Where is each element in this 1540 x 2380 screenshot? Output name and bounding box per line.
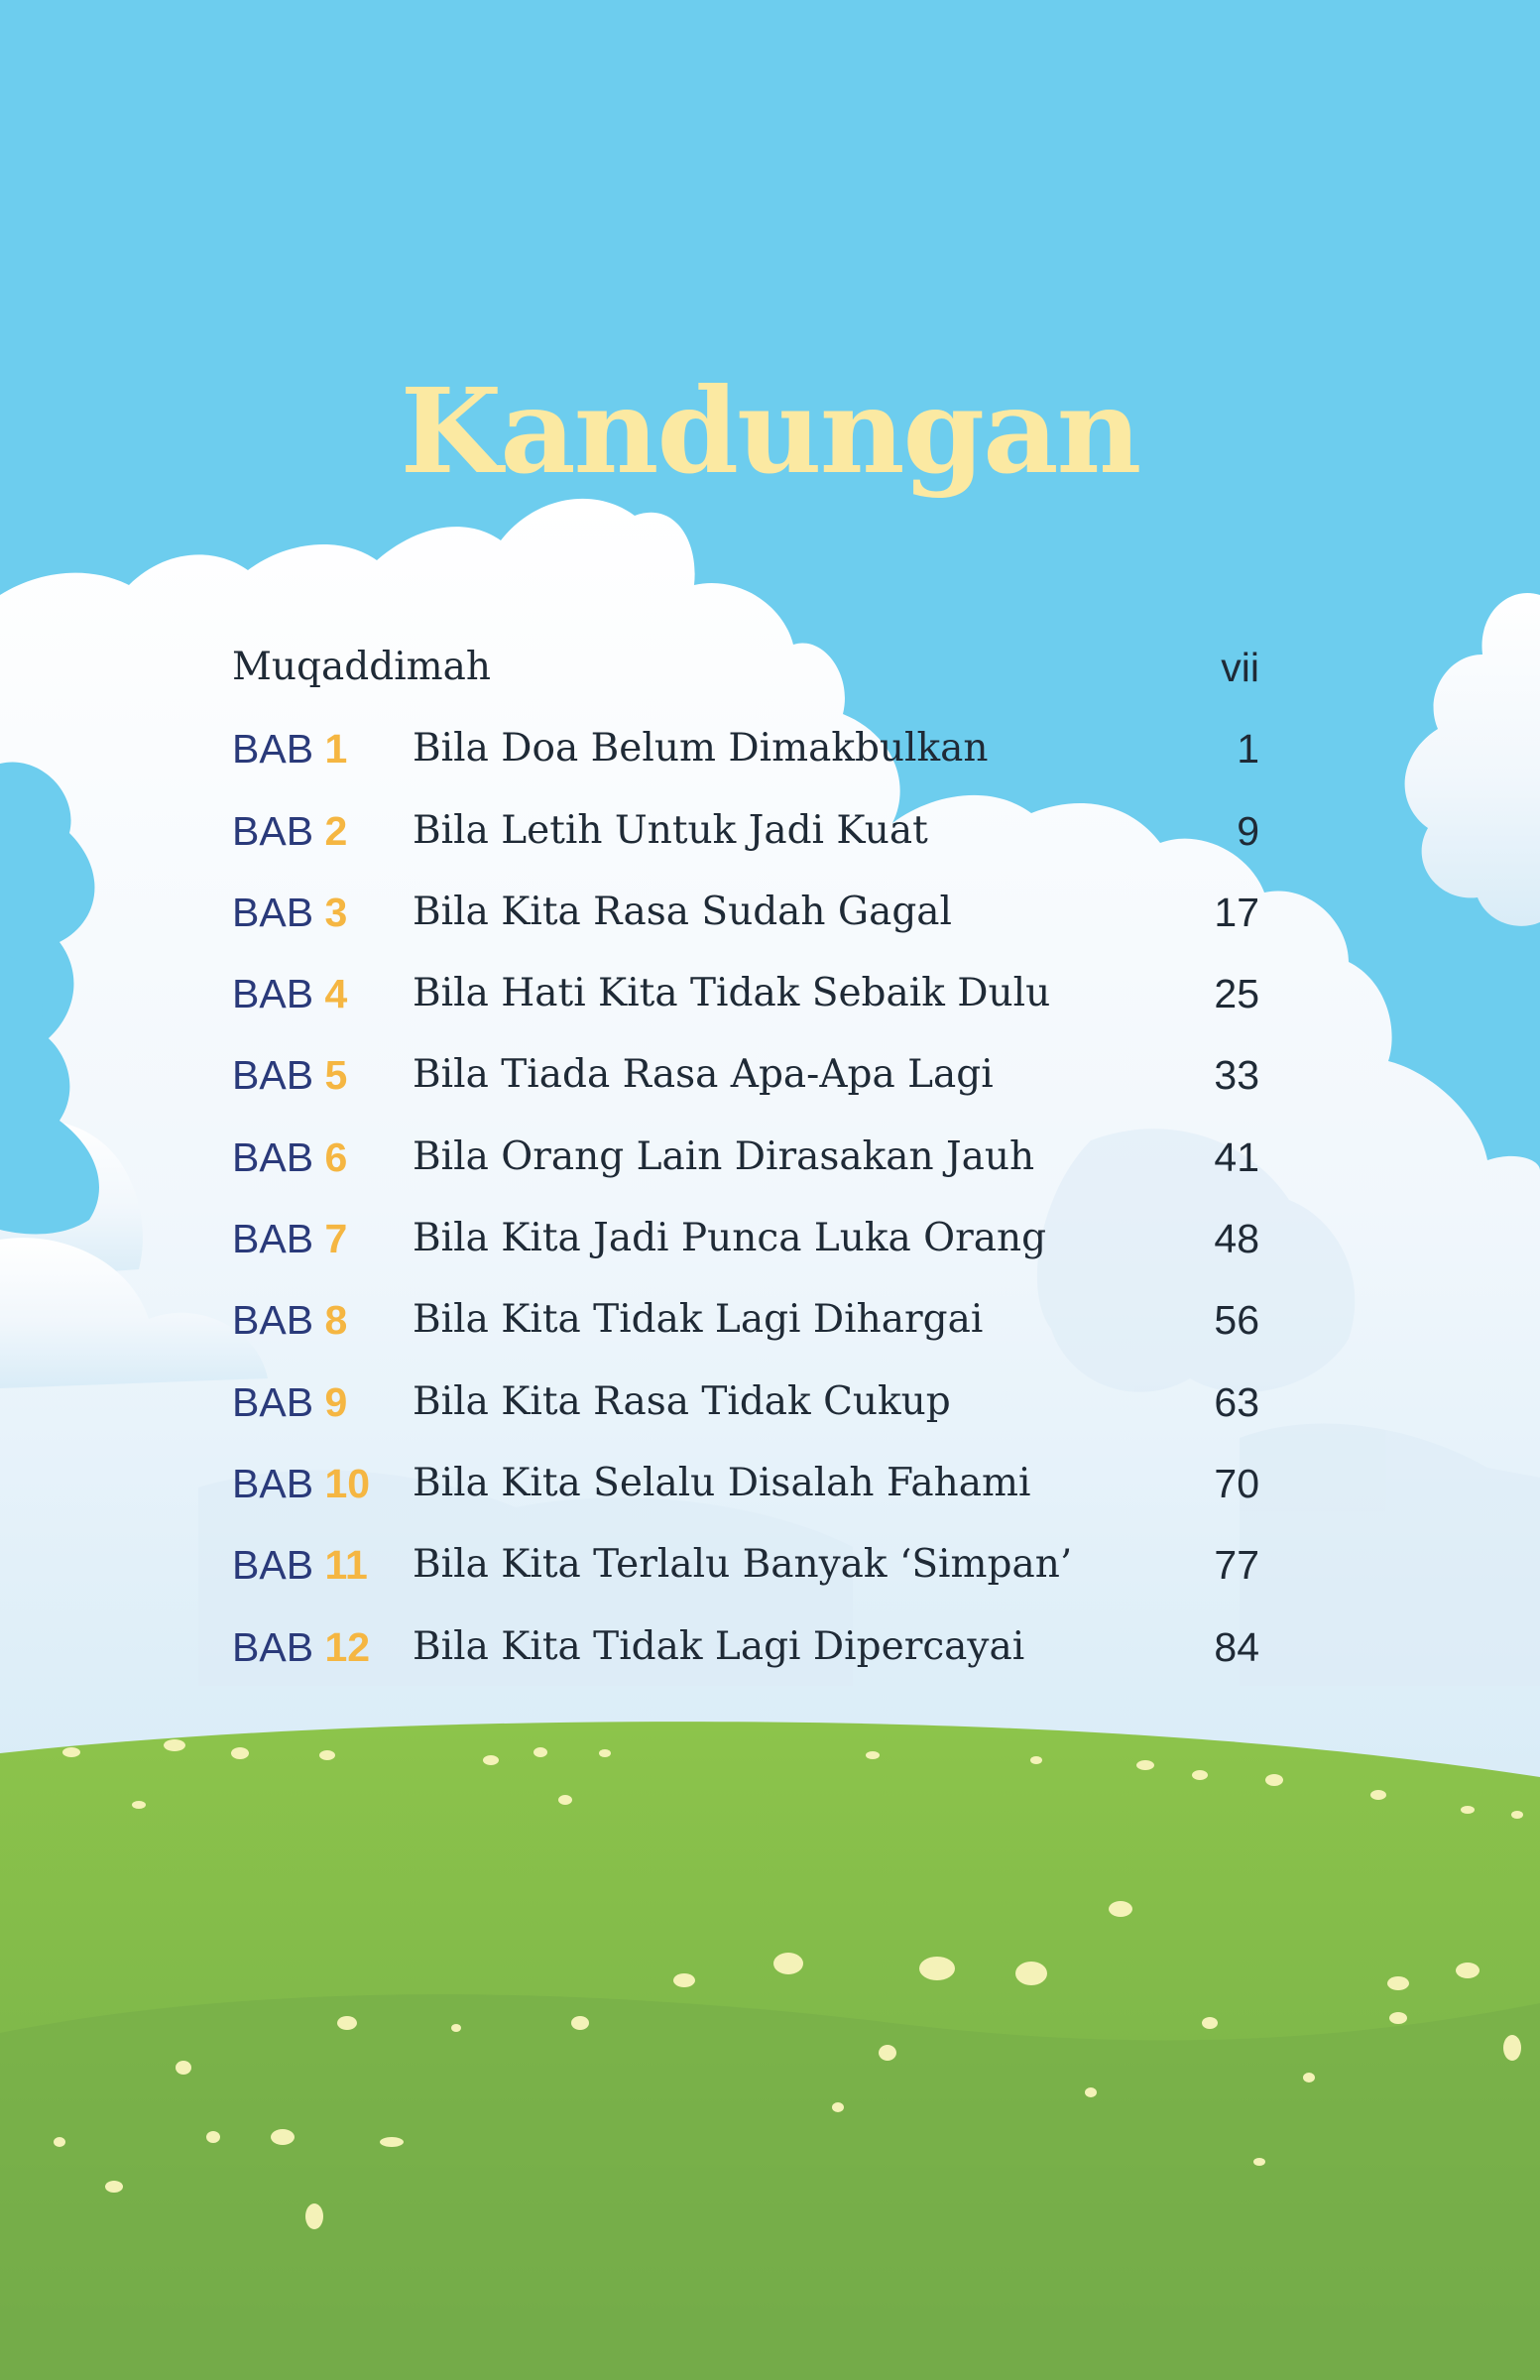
chapter-label (232, 872, 347, 953)
chapter-word: BAB (232, 1460, 314, 1506)
toc-page-number: 70 (1214, 1460, 1259, 1506)
toc-row[interactable] (232, 1034, 1259, 1116)
chapter-label (232, 1606, 370, 1688)
chapter-number: 6 (324, 1133, 348, 1180)
chapter-word: BAB (232, 1133, 314, 1180)
chapter-number: 1 (324, 726, 348, 773)
grass-shadow (0, 1994, 1540, 2380)
chapter-number: 2 (324, 807, 348, 854)
toc-page-number: 17 (1214, 889, 1259, 935)
table-of-contents (232, 627, 1259, 1688)
toc-row[interactable] (232, 1606, 1259, 1688)
chapter-number: 12 (324, 1623, 371, 1670)
chapter-title: Bila Orang Lain Dirasakan Jauh (413, 1133, 1035, 1179)
chapter-title: Bila Letih Untuk Jadi Kuat (413, 807, 928, 853)
chapter-number: 3 (324, 889, 348, 935)
toc-row[interactable] (232, 1362, 1259, 1443)
chapter-title: Bila Kita Tidak Lagi Dipercayai (413, 1623, 1025, 1669)
intro-label: Muqaddimah (232, 645, 492, 689)
chapter-title: Bila Tiada Rasa Apa-Apa Lagi (413, 1052, 994, 1098)
toc-page-number: 48 (1214, 1216, 1259, 1262)
chapter-number: 10 (324, 1460, 371, 1506)
toc-row[interactable] (232, 790, 1259, 872)
toc-row-intro[interactable] (232, 627, 1259, 708)
chapter-label (232, 1034, 347, 1116)
chapter-number: 11 (324, 1542, 368, 1589)
toc-page-number: 1 (1237, 726, 1259, 773)
chapter-title: Bila Kita Selalu Disalah Fahami (413, 1460, 1031, 1505)
chapter-word: BAB (232, 971, 314, 1017)
chapter-title: Bila Kita Rasa Sudah Gagal (413, 889, 953, 934)
chapter-label (232, 1117, 347, 1198)
chapter-label (232, 1443, 370, 1524)
chapter-title: Bila Hati Kita Tidak Sebaik Dulu (413, 971, 1051, 1016)
chapter-label (232, 953, 347, 1034)
chapter-word: BAB (232, 726, 314, 773)
chapter-word: BAB (232, 889, 314, 935)
chapter-number: 8 (324, 1297, 348, 1344)
toc-row[interactable] (232, 872, 1259, 953)
chapter-number: 4 (324, 971, 348, 1017)
chapter-label (232, 1362, 347, 1443)
chapter-label (232, 1524, 368, 1606)
toc-page-number: 9 (1237, 807, 1259, 854)
chapter-title: Bila Kita Tidak Lagi Dihargai (413, 1297, 984, 1343)
toc-entries (232, 708, 1259, 1688)
toc-page-number: 63 (1214, 1378, 1259, 1425)
toc-page-number: 41 (1214, 1133, 1259, 1180)
chapter-title: Bila Kita Terlalu Banyak ‘Simpan’ (413, 1542, 1073, 1588)
chapter-title: Bila Kita Jadi Punca Luka Orang (413, 1216, 1047, 1261)
toc-row[interactable] (232, 953, 1259, 1034)
chapter-word: BAB (232, 1378, 314, 1425)
page-title: Kandungan (400, 362, 1140, 500)
toc-page-number: 33 (1214, 1052, 1259, 1099)
toc-row[interactable] (232, 1443, 1259, 1524)
chapter-number: 7 (324, 1216, 348, 1262)
toc-page-number: 84 (1214, 1623, 1259, 1670)
chapter-title: Bila Kita Rasa Tidak Cukup (413, 1378, 951, 1424)
toc-page-number: 77 (1214, 1542, 1259, 1589)
toc-page-number: 25 (1214, 971, 1259, 1017)
chapter-number: 9 (324, 1378, 348, 1425)
toc-row[interactable] (232, 1117, 1259, 1198)
chapter-label (232, 708, 347, 789)
chapter-label (232, 1198, 347, 1279)
toc-page-number: vii (1221, 645, 1259, 690)
chapter-word: BAB (232, 1623, 314, 1670)
chapter-label (232, 790, 347, 872)
chapter-number: 5 (324, 1052, 348, 1099)
toc-row[interactable] (232, 1279, 1259, 1361)
toc-row[interactable] (232, 1524, 1259, 1606)
toc-row[interactable] (232, 1198, 1259, 1279)
chapter-label (232, 1279, 347, 1361)
chapter-word: BAB (232, 1297, 314, 1344)
toc-page-number: 56 (1214, 1297, 1259, 1344)
chapter-word: BAB (232, 1542, 314, 1589)
chapter-word: BAB (232, 1052, 314, 1099)
toc-row[interactable] (232, 708, 1259, 789)
chapter-word: BAB (232, 1216, 314, 1262)
chapter-word: BAB (232, 807, 314, 854)
chapter-title: Bila Doa Belum Dimakbulkan (413, 726, 989, 772)
